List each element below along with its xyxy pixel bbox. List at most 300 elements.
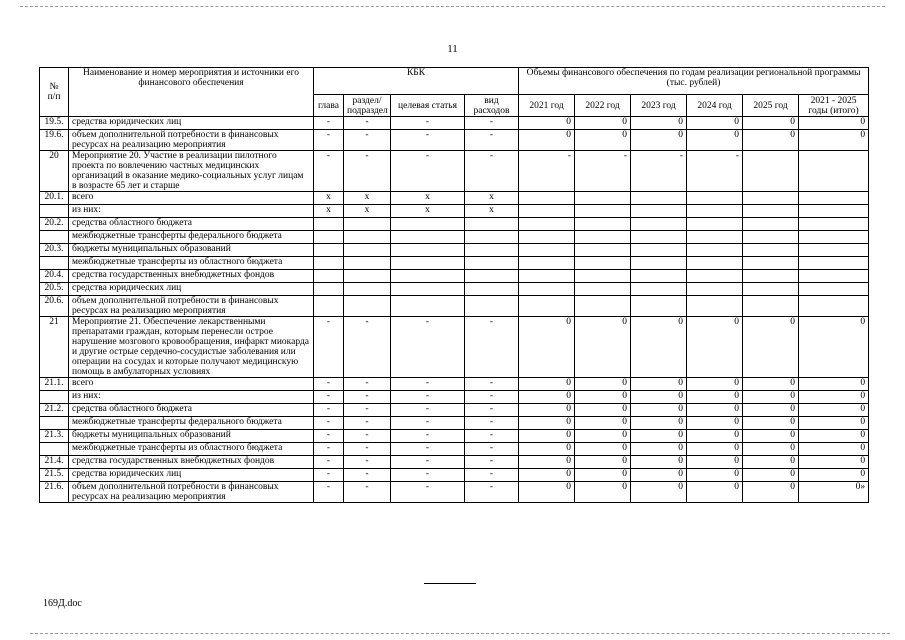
kbk-cell: - — [314, 391, 344, 404]
header-year-2023: 2023 год — [631, 95, 687, 117]
value-cell — [799, 257, 869, 270]
kbk-cell: х — [391, 205, 465, 218]
header-year-2021: 2021 год — [519, 95, 575, 117]
kbk-cell: - — [465, 417, 519, 430]
table-row — [40, 244, 869, 257]
value-cell: 0 — [743, 469, 799, 482]
value-cell — [519, 296, 575, 317]
header-num: № п/п — [40, 68, 69, 117]
value-cell: 0 — [799, 417, 869, 430]
value-cell: 0 — [799, 456, 869, 469]
kbk-cell — [465, 218, 519, 231]
row-name: средства областного бюджета — [69, 218, 314, 231]
kbk-cell — [344, 231, 391, 244]
kbk-cell: - — [391, 469, 465, 482]
value-cell: 0 — [799, 317, 869, 378]
kbk-cell: - — [391, 391, 465, 404]
kbk-cell: - — [391, 482, 465, 503]
table-row — [40, 404, 869, 417]
table-row — [40, 130, 869, 151]
kbk-cell — [465, 244, 519, 257]
value-cell: 0 — [743, 317, 799, 378]
value-cell: 0 — [687, 469, 743, 482]
kbk-cell — [344, 270, 391, 283]
value-cell — [799, 296, 869, 317]
value-cell — [575, 296, 631, 317]
kbk-cell: - — [391, 417, 465, 430]
row-name: средства государственных внебюджетных фондов — [69, 270, 314, 283]
value-cell: 0 — [575, 443, 631, 456]
row-name: Мероприятие 21. Обеспечение лекарственными препаратами граждан, которым перенесли острое нарушение мозгового кровообращения, инфаркт миокарда и другие острые сердечно-сосудистые заболевания или операции на сосудах и которые получают медицинскую помощь в амбулаторных условиях — [69, 317, 314, 378]
value-cell: 0 — [575, 130, 631, 151]
table-row — [40, 151, 869, 192]
value-cell — [631, 205, 687, 218]
value-cell — [743, 283, 799, 296]
kbk-cell: - — [344, 456, 391, 469]
value-cell: 0 — [743, 430, 799, 443]
value-cell: 0 — [519, 391, 575, 404]
value-cell: 0 — [519, 317, 575, 378]
row-number: 21.2. — [40, 404, 69, 417]
row-number — [40, 205, 69, 218]
value-cell: 0 — [687, 117, 743, 130]
value-cell: 0 — [575, 430, 631, 443]
kbk-cell — [344, 257, 391, 270]
value-cell: 0 — [799, 404, 869, 417]
row-number — [40, 391, 69, 404]
row-number: 20.3. — [40, 244, 69, 257]
kbk-cell: х — [344, 205, 391, 218]
value-cell — [575, 205, 631, 218]
value-cell — [575, 244, 631, 257]
kbk-cell — [465, 296, 519, 317]
header-kbk-razdel: раздел/ подраздел — [344, 95, 391, 117]
kbk-cell: - — [314, 443, 344, 456]
value-cell — [799, 205, 869, 218]
kbk-cell: - — [391, 443, 465, 456]
kbk-cell — [314, 231, 344, 244]
row-name: всего — [69, 378, 314, 391]
value-cell — [631, 296, 687, 317]
value-cell — [519, 192, 575, 205]
value-cell — [687, 205, 743, 218]
kbk-cell — [465, 257, 519, 270]
kbk-cell — [391, 296, 465, 317]
value-cell: 0 — [519, 130, 575, 151]
row-name: межбюджетные трансферты федерального бюджета — [69, 417, 314, 430]
value-cell — [519, 205, 575, 218]
kbk-cell: - — [344, 151, 391, 192]
kbk-cell: х — [465, 192, 519, 205]
value-cell: 0 — [519, 469, 575, 482]
kbk-cell: - — [465, 317, 519, 378]
value-cell: 0 — [519, 430, 575, 443]
value-cell — [743, 205, 799, 218]
value-cell — [743, 218, 799, 231]
value-cell: 0 — [575, 417, 631, 430]
row-number: 21.5. — [40, 469, 69, 482]
kbk-cell — [344, 244, 391, 257]
kbk-cell: - — [344, 417, 391, 430]
kbk-cell: - — [465, 430, 519, 443]
header-year-2022: 2022 год — [575, 95, 631, 117]
kbk-cell — [391, 218, 465, 231]
value-cell: 0 — [575, 391, 631, 404]
kbk-cell: - — [391, 117, 465, 130]
value-cell — [687, 283, 743, 296]
value-cell — [687, 244, 743, 257]
row-name: бюджеты муниципальных образований — [69, 430, 314, 443]
value-cell: 0 — [799, 391, 869, 404]
value-cell: - — [519, 151, 575, 192]
value-cell — [799, 270, 869, 283]
table-row — [40, 430, 869, 443]
kbk-cell: - — [314, 482, 344, 503]
kbk-cell: х — [314, 192, 344, 205]
table-row — [40, 257, 869, 270]
header-year-2024: 2024 год — [687, 95, 743, 117]
document-filename: 169Д.doc — [43, 598, 82, 609]
value-cell — [575, 283, 631, 296]
value-cell — [743, 231, 799, 244]
kbk-cell: - — [314, 130, 344, 151]
footer-divider — [424, 583, 476, 584]
kbk-cell: х — [344, 192, 391, 205]
table-row — [40, 391, 869, 404]
value-cell — [799, 192, 869, 205]
value-cell: 0 — [687, 391, 743, 404]
row-name: объем дополнительной потребности в финансовых ресурсах на реализацию мероприятия — [69, 130, 314, 151]
kbk-cell: - — [465, 117, 519, 130]
value-cell: 0 — [743, 443, 799, 456]
table-row — [40, 469, 869, 482]
row-number: 19.5. — [40, 117, 69, 130]
value-cell: 0 — [631, 456, 687, 469]
header-kbk-vid: вид расходов — [465, 95, 519, 117]
table-row — [40, 296, 869, 317]
kbk-cell: - — [314, 456, 344, 469]
value-cell — [575, 218, 631, 231]
kbk-cell — [314, 270, 344, 283]
row-name: средства государственных внебюджетных фондов — [69, 456, 314, 469]
value-cell: 0 — [687, 378, 743, 391]
table-header-row — [40, 68, 869, 95]
kbk-cell: - — [314, 317, 344, 378]
value-cell: 0 — [687, 430, 743, 443]
kbk-cell: х — [314, 205, 344, 218]
row-number: 21.3. — [40, 430, 69, 443]
value-cell: 0 — [743, 456, 799, 469]
kbk-cell: - — [344, 482, 391, 503]
kbk-cell: - — [465, 482, 519, 503]
value-cell: 0 — [799, 117, 869, 130]
row-name: средства областного бюджета — [69, 404, 314, 417]
table-row — [40, 417, 869, 430]
kbk-cell: - — [314, 417, 344, 430]
kbk-cell: - — [344, 317, 391, 378]
value-cell: 0 — [799, 378, 869, 391]
value-cell: 0 — [519, 482, 575, 503]
kbk-cell: - — [314, 469, 344, 482]
table-row — [40, 270, 869, 283]
header-kbk-statya: целевая статья — [391, 95, 465, 117]
value-cell: 0 — [743, 417, 799, 430]
scan-edge-bottom — [30, 633, 890, 634]
row-name: объем дополнительной потребности в финансовых ресурсах на реализацию мероприятия — [69, 482, 314, 503]
table-row — [40, 482, 869, 503]
value-cell: 0 — [519, 456, 575, 469]
row-number: 20.1. — [40, 192, 69, 205]
value-cell: 0 — [575, 482, 631, 503]
value-cell: 0 — [687, 317, 743, 378]
value-cell — [631, 283, 687, 296]
kbk-cell: - — [391, 430, 465, 443]
kbk-cell: - — [391, 404, 465, 417]
row-name: Мероприятие 20. Участие в реализации пилотного проекта по вовлечению частных медицинских организаций в оказание медико-социальных услуг лицам в возрасте 65 лет и старше — [69, 151, 314, 192]
row-number: 20.5. — [40, 283, 69, 296]
kbk-cell — [344, 283, 391, 296]
value-cell — [631, 270, 687, 283]
value-cell: 0 — [743, 391, 799, 404]
kbk-cell: - — [344, 430, 391, 443]
table-row — [40, 218, 869, 231]
value-cell: 0 — [687, 130, 743, 151]
row-number: 21 — [40, 317, 69, 378]
row-number — [40, 231, 69, 244]
kbk-cell: - — [314, 117, 344, 130]
table-row — [40, 283, 869, 296]
value-cell — [575, 270, 631, 283]
table-row — [40, 231, 869, 244]
value-cell: 0 — [519, 117, 575, 130]
kbk-cell: - — [314, 378, 344, 391]
value-cell — [799, 151, 869, 192]
page-number: 11 — [447, 43, 458, 55]
value-cell — [519, 283, 575, 296]
value-cell: 0 — [631, 130, 687, 151]
table-row — [40, 192, 869, 205]
value-cell: 0 — [631, 404, 687, 417]
kbk-cell: - — [465, 404, 519, 417]
header-year-total: 2021 - 2025 годы (итого) — [799, 95, 869, 117]
header-year-2025: 2025 год — [743, 95, 799, 117]
kbk-cell — [391, 257, 465, 270]
value-cell: - — [687, 151, 743, 192]
kbk-cell: - — [344, 443, 391, 456]
kbk-cell: - — [344, 117, 391, 130]
row-number: 20.2. — [40, 218, 69, 231]
value-cell: 0 — [743, 404, 799, 417]
kbk-cell: - — [465, 391, 519, 404]
value-cell: 0 — [519, 378, 575, 391]
kbk-cell — [314, 218, 344, 231]
value-cell: 0» — [799, 482, 869, 503]
value-cell — [519, 231, 575, 244]
value-cell — [743, 244, 799, 257]
value-cell: 0 — [575, 378, 631, 391]
value-cell: 0 — [631, 117, 687, 130]
kbk-cell: х — [391, 192, 465, 205]
value-cell: 0 — [575, 456, 631, 469]
value-cell: 0 — [743, 378, 799, 391]
value-cell: 0 — [687, 404, 743, 417]
table-row — [40, 443, 869, 456]
kbk-cell: х — [465, 205, 519, 218]
value-cell — [799, 231, 869, 244]
value-cell — [687, 270, 743, 283]
kbk-cell: - — [391, 151, 465, 192]
kbk-cell — [391, 270, 465, 283]
scan-edge-top — [20, 6, 885, 7]
value-cell — [519, 257, 575, 270]
header-kbk: КБК — [314, 68, 519, 95]
kbk-cell — [391, 244, 465, 257]
value-cell — [687, 192, 743, 205]
kbk-cell: - — [344, 378, 391, 391]
value-cell — [575, 257, 631, 270]
kbk-cell — [344, 218, 391, 231]
kbk-cell: - — [391, 378, 465, 391]
value-cell: 0 — [743, 117, 799, 130]
row-number — [40, 257, 69, 270]
row-number — [40, 443, 69, 456]
row-name: средства юридических лиц — [69, 283, 314, 296]
value-cell: 0 — [743, 482, 799, 503]
value-cell: - — [575, 151, 631, 192]
value-cell: 0 — [575, 404, 631, 417]
kbk-cell: - — [344, 130, 391, 151]
value-cell — [519, 244, 575, 257]
kbk-cell: - — [344, 469, 391, 482]
table-row — [40, 456, 869, 469]
value-cell: 0 — [687, 482, 743, 503]
row-number: 19.6. — [40, 130, 69, 151]
kbk-cell — [465, 283, 519, 296]
value-cell: 0 — [575, 117, 631, 130]
kbk-cell: - — [391, 456, 465, 469]
row-number: 20.4. — [40, 270, 69, 283]
row-name: средства юридических лиц — [69, 469, 314, 482]
value-cell — [631, 192, 687, 205]
kbk-cell: - — [465, 378, 519, 391]
kbk-cell — [391, 283, 465, 296]
value-cell: 0 — [631, 443, 687, 456]
header-kbk-glava: глава — [314, 95, 344, 117]
header-name: Наименование и номер мероприятия и источники его финансового обеспечения — [69, 68, 314, 117]
kbk-cell: - — [314, 430, 344, 443]
value-cell — [687, 218, 743, 231]
value-cell — [743, 192, 799, 205]
row-name: всего — [69, 192, 314, 205]
row-name: из них: — [69, 205, 314, 218]
value-cell — [631, 218, 687, 231]
table-row — [40, 378, 869, 391]
row-number: 20.6. — [40, 296, 69, 317]
value-cell — [743, 257, 799, 270]
row-name: объем дополнительной потребности в финансовых ресурсах на реализацию мероприятия — [69, 296, 314, 317]
value-cell: 0 — [575, 469, 631, 482]
value-cell — [631, 244, 687, 257]
kbk-cell — [465, 270, 519, 283]
table-row — [40, 317, 869, 378]
kbk-cell: - — [465, 151, 519, 192]
kbk-cell: - — [465, 443, 519, 456]
kbk-cell: - — [344, 404, 391, 417]
kbk-cell — [391, 231, 465, 244]
value-cell — [743, 151, 799, 192]
table-row — [40, 117, 869, 130]
value-cell — [519, 270, 575, 283]
row-name: межбюджетные трансферты федерального бюджета — [69, 231, 314, 244]
kbk-cell — [465, 231, 519, 244]
row-name: бюджеты муниципальных образований — [69, 244, 314, 257]
value-cell — [631, 257, 687, 270]
value-cell: 0 — [631, 417, 687, 430]
row-number: 21.4. — [40, 456, 69, 469]
financing-table — [39, 67, 869, 503]
kbk-cell: - — [344, 391, 391, 404]
row-name: межбюджетные трансферты из областного бюджета — [69, 443, 314, 456]
value-cell: 0 — [631, 430, 687, 443]
value-cell — [799, 218, 869, 231]
kbk-cell — [344, 296, 391, 317]
value-cell: 0 — [799, 130, 869, 151]
value-cell — [575, 231, 631, 244]
kbk-cell: - — [391, 130, 465, 151]
row-name: из них: — [69, 391, 314, 404]
value-cell: 0 — [687, 417, 743, 430]
value-cell: 0 — [687, 456, 743, 469]
value-cell — [687, 296, 743, 317]
kbk-cell: - — [314, 151, 344, 192]
value-cell: 0 — [519, 404, 575, 417]
value-cell — [743, 296, 799, 317]
kbk-cell: - — [391, 317, 465, 378]
header-volumes: Объемы финансового обеспечения по годам реализации региональной программы (тыс. рублей) — [519, 68, 869, 95]
kbk-cell: - — [465, 456, 519, 469]
value-cell: 0 — [799, 469, 869, 482]
value-cell: 0 — [519, 443, 575, 456]
value-cell: 0 — [743, 130, 799, 151]
kbk-cell — [314, 296, 344, 317]
value-cell: 0 — [631, 317, 687, 378]
table-body — [40, 117, 869, 503]
value-cell: 0 — [631, 482, 687, 503]
value-cell — [687, 257, 743, 270]
value-cell — [631, 231, 687, 244]
value-cell: 0 — [519, 417, 575, 430]
row-number: 20 — [40, 151, 69, 192]
value-cell: 0 — [575, 317, 631, 378]
value-cell — [799, 244, 869, 257]
value-cell: 0 — [799, 443, 869, 456]
value-cell — [575, 192, 631, 205]
value-cell — [687, 231, 743, 244]
table-row — [40, 205, 869, 218]
row-number — [40, 417, 69, 430]
row-name: средства юридических лиц — [69, 117, 314, 130]
row-number: 21.1. — [40, 378, 69, 391]
row-number: 21.6. — [40, 482, 69, 503]
kbk-cell: - — [465, 130, 519, 151]
value-cell — [743, 270, 799, 283]
value-cell: 0 — [631, 378, 687, 391]
value-cell — [799, 283, 869, 296]
kbk-cell: - — [314, 404, 344, 417]
value-cell: 0 — [631, 391, 687, 404]
row-name: межбюджетные трансферты из областного бюджета — [69, 257, 314, 270]
value-cell: 0 — [687, 443, 743, 456]
